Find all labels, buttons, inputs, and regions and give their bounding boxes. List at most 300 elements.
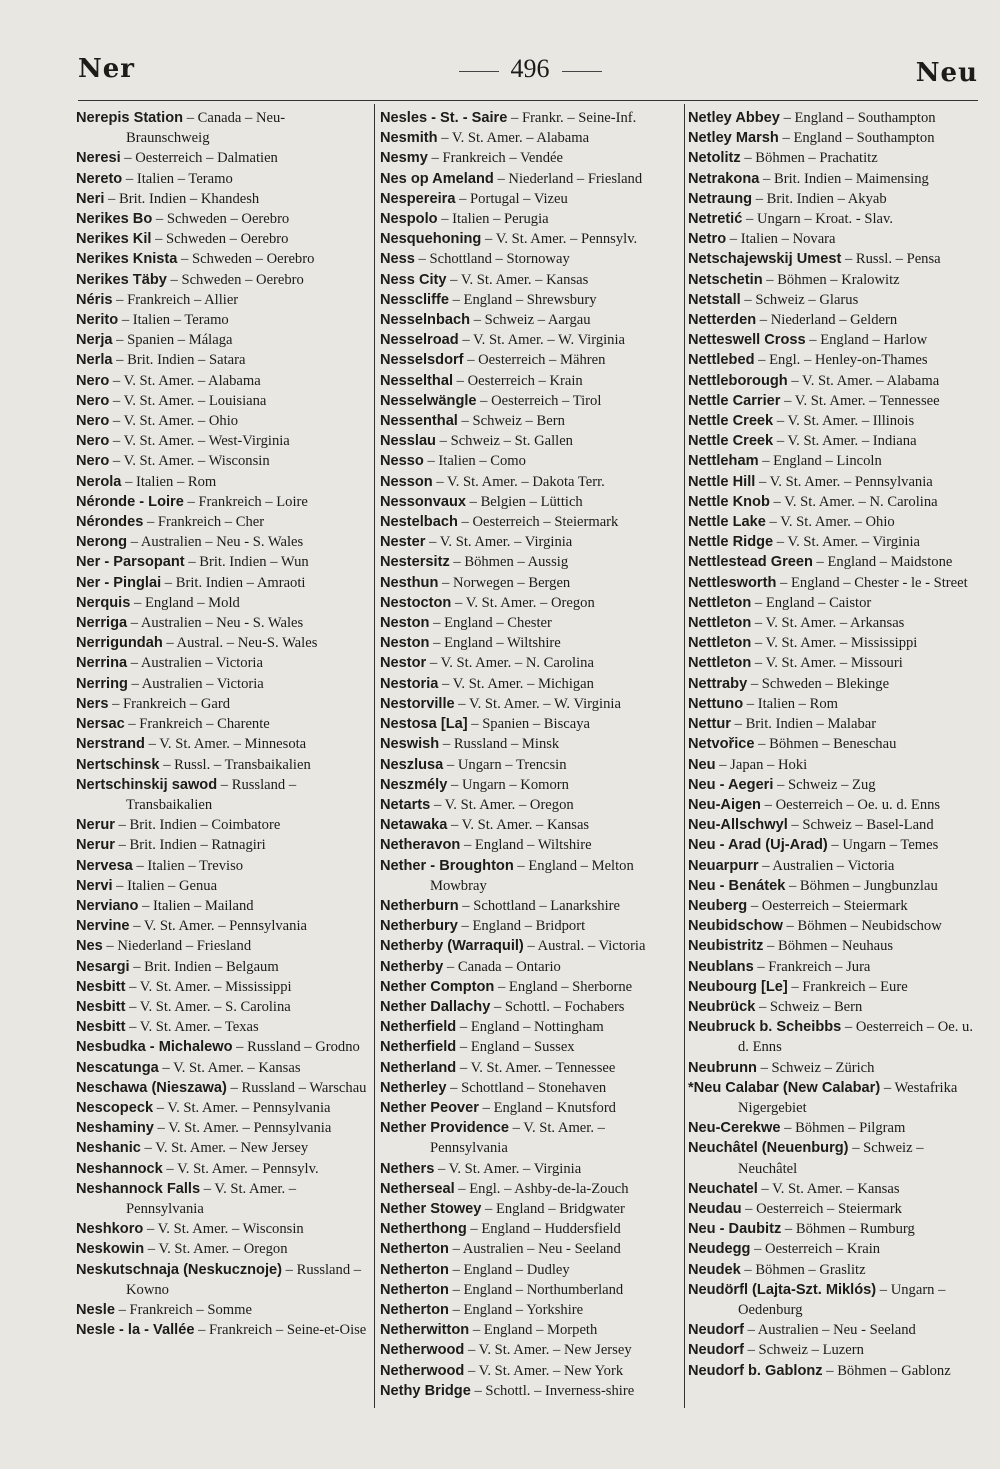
gazetteer-entry bbox=[380, 613, 678, 633]
entry-headword: Netschetin bbox=[688, 271, 763, 288]
entry-headword: Neszmély bbox=[380, 776, 448, 793]
gazetteer-entry bbox=[380, 310, 678, 330]
entry-location: – Böhmen – Prachatitz bbox=[740, 150, 878, 167]
gazetteer-entry bbox=[688, 755, 980, 775]
entry-location: – England – Mold bbox=[130, 594, 240, 611]
column-3 bbox=[688, 108, 980, 1381]
gazetteer-entry bbox=[380, 1260, 678, 1280]
entry-headword: Nertschinsk bbox=[76, 756, 160, 773]
entry-location: – V. St. Amer. – Pennsylvania bbox=[153, 1099, 331, 1116]
gazetteer-entry bbox=[76, 330, 368, 350]
entry-headword: Nes op Ameland bbox=[380, 170, 494, 187]
gazetteer-entry bbox=[688, 1239, 980, 1259]
entry-location: – Australien – Neu - Seeland bbox=[448, 1241, 621, 1258]
entry-headword: Nether Providence bbox=[380, 1120, 509, 1137]
gazetteer-entry bbox=[688, 472, 980, 492]
gazetteer-entry bbox=[380, 653, 678, 673]
gazetteer-entry bbox=[688, 977, 980, 997]
entry-headword: Neu - Benátek bbox=[688, 877, 786, 894]
entry-headword: Nettur bbox=[688, 716, 731, 733]
gazetteer-entry bbox=[76, 189, 368, 209]
gazetteer-entry bbox=[380, 694, 678, 714]
entry-headword: Netrakona bbox=[688, 170, 760, 187]
gazetteer-entry bbox=[380, 573, 678, 593]
gazetteer-entry bbox=[76, 1078, 368, 1098]
entry-headword: Nester bbox=[380, 534, 426, 551]
entry-location: – Niederland – Friesland bbox=[493, 170, 643, 187]
entry-headword: Nerviano bbox=[76, 897, 139, 914]
gazetteer-entry bbox=[76, 1017, 368, 1037]
gazetteer-entry bbox=[76, 229, 368, 249]
page-number-dash-right bbox=[562, 71, 602, 72]
gazetteer-entry bbox=[76, 593, 368, 613]
entry-location: – Oesterreich – Tirol bbox=[476, 392, 602, 409]
entry-location: – V. St. Amer. – W. Virginia bbox=[454, 695, 621, 712]
gazetteer-entry bbox=[76, 472, 368, 492]
entry-location: – Schweden – Oerebro bbox=[151, 231, 289, 248]
gazetteer-entry bbox=[76, 1219, 368, 1239]
entry-headword: Neubrück bbox=[688, 998, 756, 1015]
entry-location: – Oesterreich – Oe. u. d. Enns bbox=[738, 1019, 973, 1056]
gazetteer-entry bbox=[380, 472, 678, 492]
entry-location: – V. St. Amer. – Wisconsin bbox=[109, 453, 270, 470]
entry-location: – Oesterreich – Steiermark bbox=[741, 1200, 902, 1217]
gazetteer-entry bbox=[688, 290, 980, 310]
entry-headword: Nether Compton bbox=[380, 978, 495, 995]
entry-location: – England – Bridport bbox=[457, 918, 586, 935]
gazetteer-entry bbox=[380, 552, 678, 572]
entry-location: – Portugal – Vizeu bbox=[455, 190, 568, 207]
entry-headword: Néronde - Loire bbox=[76, 493, 184, 510]
entry-headword: Netherby (Warraquil) bbox=[380, 938, 524, 955]
entry-location: – Austral. – Neu-S. Wales bbox=[162, 635, 318, 652]
gazetteer-entry bbox=[380, 936, 678, 956]
gazetteer-entry bbox=[688, 613, 980, 633]
entry-headword: Nethers bbox=[380, 1160, 435, 1177]
entry-location: – V. St. Amer. – Pennsylvania bbox=[129, 918, 307, 935]
entry-headword: Netherbury bbox=[380, 918, 458, 935]
gazetteer-entry bbox=[76, 1300, 368, 1320]
entry-headword: Nereto bbox=[76, 170, 123, 187]
entry-headword: Nespereira bbox=[380, 190, 456, 207]
gazetteer-entry bbox=[688, 492, 980, 512]
entry-headword: Neskowin bbox=[76, 1241, 145, 1258]
entry-headword: Nestosa [La] bbox=[380, 716, 468, 733]
entry-location: – England – Southampton bbox=[778, 130, 935, 147]
gazetteer-entry bbox=[688, 229, 980, 249]
entry-headword: Néris bbox=[76, 291, 113, 308]
entry-location: – Böhmen – Pilgram bbox=[780, 1120, 906, 1137]
entry-headword: Nerikes Täby bbox=[76, 271, 167, 288]
gazetteer-entry bbox=[688, 1280, 980, 1320]
entry-location: – V. St. Amer. – Oregon bbox=[451, 594, 595, 611]
entry-location: – Schweiz – Aargau bbox=[470, 312, 591, 329]
gazetteer-entry bbox=[380, 1098, 678, 1118]
entry-headword: Nestelbach bbox=[380, 514, 458, 531]
entry-location: – V. St. Amer. – W. Virginia bbox=[458, 332, 625, 349]
entry-headword: Ness City bbox=[380, 271, 447, 288]
gazetteer-entry bbox=[76, 371, 368, 391]
entry-headword: Netschajewskij Umest bbox=[688, 251, 842, 268]
gazetteer-entry bbox=[688, 512, 980, 532]
gazetteer-entry bbox=[688, 391, 980, 411]
entry-location: – England – Morpeth bbox=[469, 1322, 598, 1339]
entry-location: – Schweiz – Bern bbox=[457, 413, 565, 430]
entry-location: – V. St. Amer. – Pennsylv. bbox=[481, 231, 638, 248]
entry-location: – V. St. Amer. – Tennessee bbox=[456, 1059, 616, 1076]
entry-location: – Frankreich – Allier bbox=[112, 291, 239, 308]
gazetteer-entry bbox=[380, 997, 678, 1017]
entry-location: – England – Yorkshire bbox=[448, 1301, 584, 1318]
gazetteer-entry bbox=[688, 633, 980, 653]
entry-location: – V. St. Amer. – Kansas bbox=[447, 817, 590, 834]
gazetteer-entry bbox=[76, 916, 368, 936]
entry-location: – Brit. Indien – Wun bbox=[184, 554, 309, 571]
entry-headword: Nerola bbox=[76, 473, 122, 490]
entry-headword: Nero bbox=[76, 453, 110, 470]
entry-location: – Oesterreich – Krain bbox=[453, 372, 583, 389]
entry-headword: Ner - Parsopant bbox=[76, 554, 185, 571]
gazetteer-entry bbox=[380, 249, 678, 269]
gazetteer-entry bbox=[688, 270, 980, 290]
entry-location: – Oesterreich – Steiermark bbox=[457, 514, 619, 531]
gazetteer-entry bbox=[76, 977, 368, 997]
entry-headword: Netherton bbox=[380, 1281, 449, 1298]
gazetteer-entry bbox=[76, 714, 368, 734]
entry-headword: Neri bbox=[76, 190, 105, 207]
entry-headword: Nero bbox=[76, 413, 110, 430]
gazetteer-entry bbox=[76, 957, 368, 977]
entry-headword: Nesscliffe bbox=[380, 291, 449, 308]
entry-location: – V. St. Amer. – Arkansas bbox=[751, 615, 905, 632]
gazetteer-entry bbox=[76, 350, 368, 370]
entry-headword: Nesbitt bbox=[76, 998, 126, 1015]
entry-location: – V. St. Amer. – West-Virginia bbox=[109, 433, 290, 450]
gazetteer-entry bbox=[688, 876, 980, 896]
entry-headword: Nesle bbox=[76, 1301, 115, 1318]
entry-location: – Frankreich – Loire bbox=[183, 493, 308, 510]
gazetteer-entry bbox=[688, 1179, 980, 1199]
entry-headword: Nesquehoning bbox=[380, 231, 482, 248]
gazetteer-entry bbox=[76, 1138, 368, 1158]
gazetteer-entry bbox=[76, 815, 368, 835]
gazetteer-entry bbox=[380, 350, 678, 370]
entry-location: – Austral. – Victoria bbox=[523, 938, 646, 955]
entry-location: – V. St. Amer. – Alabama bbox=[437, 130, 590, 147]
entry-headword: Nerur bbox=[76, 817, 115, 834]
gazetteer-entry bbox=[380, 189, 678, 209]
entry-location: – Frankreich – Vendée bbox=[427, 150, 563, 167]
entry-location: – V. St. Amer. – Kansas bbox=[446, 271, 589, 288]
gazetteer-entry bbox=[688, 896, 980, 916]
entry-headword: Nestor bbox=[380, 655, 427, 672]
entry-headword: Nesbitt bbox=[76, 978, 126, 995]
entry-headword: Neskutschnaja (Neskucznoje) bbox=[76, 1261, 283, 1278]
entry-location: – England – Harlow bbox=[805, 332, 928, 349]
entry-location: – Ungarn – Oedenburg bbox=[738, 1281, 946, 1318]
entry-headword: Netraung bbox=[688, 190, 753, 207]
entry-location: – Russland – Minsk bbox=[439, 736, 560, 753]
entry-location: – V. St. Amer. – New Jersey bbox=[464, 1342, 632, 1359]
gazetteer-entry bbox=[76, 653, 368, 673]
entry-headword: Nescopeck bbox=[76, 1099, 154, 1116]
gazetteer-entry bbox=[380, 431, 678, 451]
entry-headword: Nes bbox=[76, 938, 103, 955]
entry-location: – Ungarn – Kroat. - Slav. bbox=[742, 211, 893, 228]
gazetteer-entry bbox=[380, 1219, 678, 1239]
gazetteer-entry bbox=[380, 330, 678, 350]
gazetteer-entry bbox=[76, 451, 368, 471]
entry-location: – Ungarn – Komorn bbox=[447, 776, 569, 793]
column-2 bbox=[380, 108, 678, 1401]
entry-headword: Nesslau bbox=[380, 433, 436, 450]
entry-location: – Schweden – Oerebro bbox=[166, 271, 304, 288]
gazetteer-entry bbox=[76, 552, 368, 572]
entry-headword: Nesle - la - Vallée bbox=[76, 1322, 195, 1339]
entry-headword: Nether - Broughton bbox=[380, 857, 514, 874]
entry-headword: Nerquis bbox=[76, 594, 131, 611]
entry-location: – V. St. Amer. – N. Carolina bbox=[769, 493, 938, 510]
entry-location: – Australien – Neu - S. Wales bbox=[127, 534, 304, 551]
gazetteer-entry bbox=[688, 1340, 980, 1360]
entry-location: – Oesterreich – Krain bbox=[750, 1241, 881, 1258]
entry-headword: Neudörfl (Lajta-Szt. Miklós) bbox=[688, 1281, 877, 1298]
entry-headword: Nesbitt bbox=[76, 1019, 126, 1036]
entry-headword: Neu bbox=[688, 756, 716, 773]
gazetteer-entry bbox=[380, 371, 678, 391]
entry-headword: Nettleborough bbox=[688, 372, 788, 389]
entry-headword: Nesbudka - Michalewo bbox=[76, 1039, 233, 1056]
entry-headword: Nettle Knob bbox=[688, 493, 770, 510]
gazetteer-entry bbox=[688, 1118, 980, 1138]
entry-location: – England – Huddersfield bbox=[466, 1221, 621, 1238]
entry-headword: Netherley bbox=[380, 1079, 447, 1096]
entry-headword: Neuchâtel (Neuenburg) bbox=[688, 1140, 849, 1157]
entry-headword: Nespolo bbox=[380, 211, 438, 228]
entry-location: – England – Northumberland bbox=[448, 1281, 624, 1298]
entry-location: – England – Maidstone bbox=[812, 554, 953, 571]
gazetteer-entry bbox=[380, 1058, 678, 1078]
entry-location: – V. St. Amer. – Pennsylv. bbox=[162, 1160, 319, 1177]
gazetteer-entry bbox=[688, 1260, 980, 1280]
entry-headword: Netherton bbox=[380, 1301, 449, 1318]
gazetteer-entry bbox=[380, 451, 678, 471]
entry-headword: Nertschinskij sawod bbox=[76, 776, 218, 793]
entry-location: – Canada – Ontario bbox=[443, 958, 561, 975]
entry-location: – Australien – Neu - Seeland bbox=[743, 1322, 916, 1339]
entry-headword: Ner - Pinglai bbox=[76, 574, 162, 591]
gazetteer-entry bbox=[76, 734, 368, 754]
entry-headword: Nether Stowey bbox=[380, 1200, 482, 1217]
entry-location: – England – Shrewsbury bbox=[448, 291, 597, 308]
gazetteer-entry bbox=[76, 1098, 368, 1118]
gazetteer-entry bbox=[380, 209, 678, 229]
entry-headword: Neudek bbox=[688, 1261, 741, 1278]
entry-location: – Russl. – Transbaikalien bbox=[159, 756, 311, 773]
gazetteer-entry bbox=[688, 1078, 980, 1118]
entry-location: – Böhmen – Jungbunzlau bbox=[785, 877, 938, 894]
header-rule bbox=[78, 100, 978, 101]
entry-headword: Neubidschow bbox=[688, 918, 783, 935]
entry-location: – V. St. Amer. – Dakota Terr. bbox=[432, 473, 605, 490]
entry-location: – England – Southampton bbox=[779, 110, 936, 126]
entry-headword: Nesso bbox=[380, 453, 424, 470]
gazetteer-entry bbox=[76, 573, 368, 593]
gazetteer-entry bbox=[76, 512, 368, 532]
entry-headword: Nettleton bbox=[688, 655, 752, 672]
entry-location: – V. St. Amer. – Ohio bbox=[109, 413, 239, 430]
entry-headword: Neshanic bbox=[76, 1140, 141, 1157]
entry-headword: Nettlestead Green bbox=[688, 554, 813, 571]
entry-headword: Nerrina bbox=[76, 655, 128, 672]
entry-headword: Nettlesworth bbox=[688, 574, 777, 591]
entry-location: – Brit. Indien – Coimbatore bbox=[114, 817, 281, 834]
entry-headword: Nesselsdorf bbox=[380, 352, 464, 369]
entry-location: – Frankreich – Jura bbox=[753, 958, 871, 975]
entry-headword: Neresi bbox=[76, 150, 121, 167]
entry-location: – Russland – Grodno bbox=[232, 1039, 360, 1056]
gazetteer-entry bbox=[688, 1017, 980, 1057]
entry-headword: Netherwood bbox=[380, 1342, 465, 1359]
entry-location: – Brit. Indien – Khandesh bbox=[104, 190, 260, 207]
gazetteer-entry bbox=[688, 451, 980, 471]
entry-headword: Nerla bbox=[76, 352, 113, 369]
gazetteer-entry bbox=[688, 189, 980, 209]
gazetteer-entry bbox=[76, 411, 368, 431]
gazetteer-entry bbox=[380, 977, 678, 997]
gazetteer-entry bbox=[688, 128, 980, 148]
entry-location: – V. St. Amer. – N. Carolina bbox=[426, 655, 594, 672]
entry-location: – V. St. Amer. – Virginia bbox=[425, 534, 573, 551]
entry-location: – Frankreich – Somme bbox=[114, 1301, 252, 1318]
entry-headword: Nerikes Knista bbox=[76, 251, 178, 268]
gazetteer-entry bbox=[76, 1320, 368, 1340]
entry-headword: Netherland bbox=[380, 1059, 457, 1076]
entry-location: – Oesterreich – Mähren bbox=[463, 352, 606, 369]
entry-headword: Nervesa bbox=[76, 857, 133, 874]
entry-headword: Nervine bbox=[76, 918, 130, 935]
entry-location: – Schweiz – Zug bbox=[773, 776, 876, 793]
gazetteer-entry bbox=[380, 714, 678, 734]
gazetteer-entry bbox=[76, 674, 368, 694]
entry-headword: Netherseal bbox=[380, 1180, 455, 1197]
entry-location: – Canada – Neu-Braunschweig bbox=[126, 110, 286, 147]
gazetteer-entry bbox=[688, 936, 980, 956]
gazetteer-entry bbox=[380, 1300, 678, 1320]
gazetteer-entry bbox=[76, 148, 368, 168]
entry-headword: Nettle Creek bbox=[688, 413, 774, 430]
entry-headword: Nerong bbox=[76, 534, 128, 551]
entry-headword: Neu-Allschwyl bbox=[688, 817, 788, 834]
entry-location: – Norwegen – Bergen bbox=[438, 574, 571, 591]
entry-headword: Neuberg bbox=[688, 897, 748, 914]
gazetteer-entry bbox=[380, 896, 678, 916]
gazetteer-entry bbox=[688, 1138, 980, 1178]
gazetteer-entry bbox=[380, 492, 678, 512]
entry-headword: Nethy Bridge bbox=[380, 1382, 471, 1399]
gazetteer-entry bbox=[76, 1260, 368, 1300]
entry-headword: Neshannock bbox=[76, 1160, 163, 1177]
entry-headword: Nessenthal bbox=[380, 413, 458, 430]
gazetteer-entry bbox=[688, 1320, 980, 1340]
entry-location: – Ungarn – Temes bbox=[827, 837, 939, 854]
entry-location: – Böhmen – Kralowitz bbox=[762, 271, 900, 288]
entry-headword: Neston bbox=[380, 635, 430, 652]
entry-headword: Nerur bbox=[76, 837, 115, 854]
entry-headword: Nerikes Bo bbox=[76, 211, 153, 228]
page-header bbox=[0, 50, 1000, 90]
entry-headword: Neubourg [Le] bbox=[688, 978, 788, 995]
entry-headword: Nero bbox=[76, 433, 110, 450]
entry-headword: Neu - Arad (Uj-Arad) bbox=[688, 837, 828, 854]
entry-headword: Nero bbox=[76, 372, 110, 389]
entry-headword: Netley Abbey bbox=[688, 110, 780, 126]
gazetteer-entry bbox=[76, 694, 368, 714]
gazetteer-entry bbox=[380, 1340, 678, 1360]
gazetteer-entry bbox=[380, 916, 678, 936]
entry-location: – Italien – Genua bbox=[112, 877, 218, 894]
entry-location: – Böhmen – Graslitz bbox=[740, 1261, 866, 1278]
entry-headword: Neszlusa bbox=[380, 756, 444, 773]
entry-headword: Netherby bbox=[380, 958, 444, 975]
entry-headword: Netherwitton bbox=[380, 1322, 470, 1339]
entry-location: – V. St. Amer. – New York bbox=[464, 1362, 624, 1379]
entry-location: – Schweden – Oerebro bbox=[177, 251, 315, 268]
column-1 bbox=[76, 108, 368, 1340]
entry-location: – Westafrika Nigergebiet bbox=[738, 1079, 958, 1116]
entry-location: – V. St. Amer. – Wisconsin bbox=[143, 1221, 304, 1238]
gazetteer-entry bbox=[380, 775, 678, 795]
gazetteer-entry bbox=[380, 128, 678, 148]
entry-headword: Neston bbox=[380, 615, 430, 632]
gazetteer-entry bbox=[380, 593, 678, 613]
gazetteer-entry bbox=[688, 694, 980, 714]
gazetteer-entry bbox=[76, 391, 368, 411]
entry-location: – Böhmen – Gablonz bbox=[822, 1362, 951, 1379]
entry-location: – Engl. – Henley-on-Thames bbox=[754, 352, 928, 369]
entry-location: – Frankreich – Cher bbox=[143, 514, 265, 531]
entry-headword: Netherton bbox=[380, 1261, 449, 1278]
entry-location: – England – Wiltshire bbox=[429, 635, 561, 652]
gazetteer-entry bbox=[76, 613, 368, 633]
entry-headword: Netherwood bbox=[380, 1362, 465, 1379]
entry-location: – Schottland – Stornoway bbox=[414, 251, 570, 268]
entry-headword: Netteswell Cross bbox=[688, 332, 806, 349]
gazetteer-entry bbox=[688, 734, 980, 754]
entry-location: – V. St. Amer. – Kansas bbox=[757, 1180, 900, 1197]
entry-location: – Schweiz – Glarus bbox=[740, 291, 859, 308]
entry-location: – Brit. Indien – Belgaum bbox=[129, 958, 279, 975]
entry-location: – V. St. Amer. – Oregon bbox=[430, 796, 574, 813]
entry-location: – Spanien – Málaga bbox=[112, 332, 233, 349]
entry-location: – Niederland – Friesland bbox=[102, 938, 252, 955]
entry-headword: Netstall bbox=[688, 291, 741, 308]
gazetteer-entry bbox=[76, 1058, 368, 1078]
page-number-dash-left bbox=[459, 71, 499, 72]
entry-headword: Neswish bbox=[380, 736, 440, 753]
gazetteer-entry bbox=[76, 856, 368, 876]
gazetteer-entry bbox=[76, 1037, 368, 1057]
entry-location: – V. St. Amer. – Missouri bbox=[751, 655, 903, 672]
entry-location: – Russland – Kowno bbox=[126, 1261, 362, 1298]
entry-headword: Nettle Hill bbox=[688, 473, 756, 490]
gazetteer-entry bbox=[688, 714, 980, 734]
gazetteer-entry bbox=[688, 815, 980, 835]
entry-location: – Engl. – Ashby-de-la-Zouch bbox=[454, 1180, 629, 1197]
gazetteer-entry bbox=[76, 633, 368, 653]
entry-location: – Italien – Treviso bbox=[132, 857, 244, 874]
entry-headword: Netawaka bbox=[380, 817, 448, 834]
